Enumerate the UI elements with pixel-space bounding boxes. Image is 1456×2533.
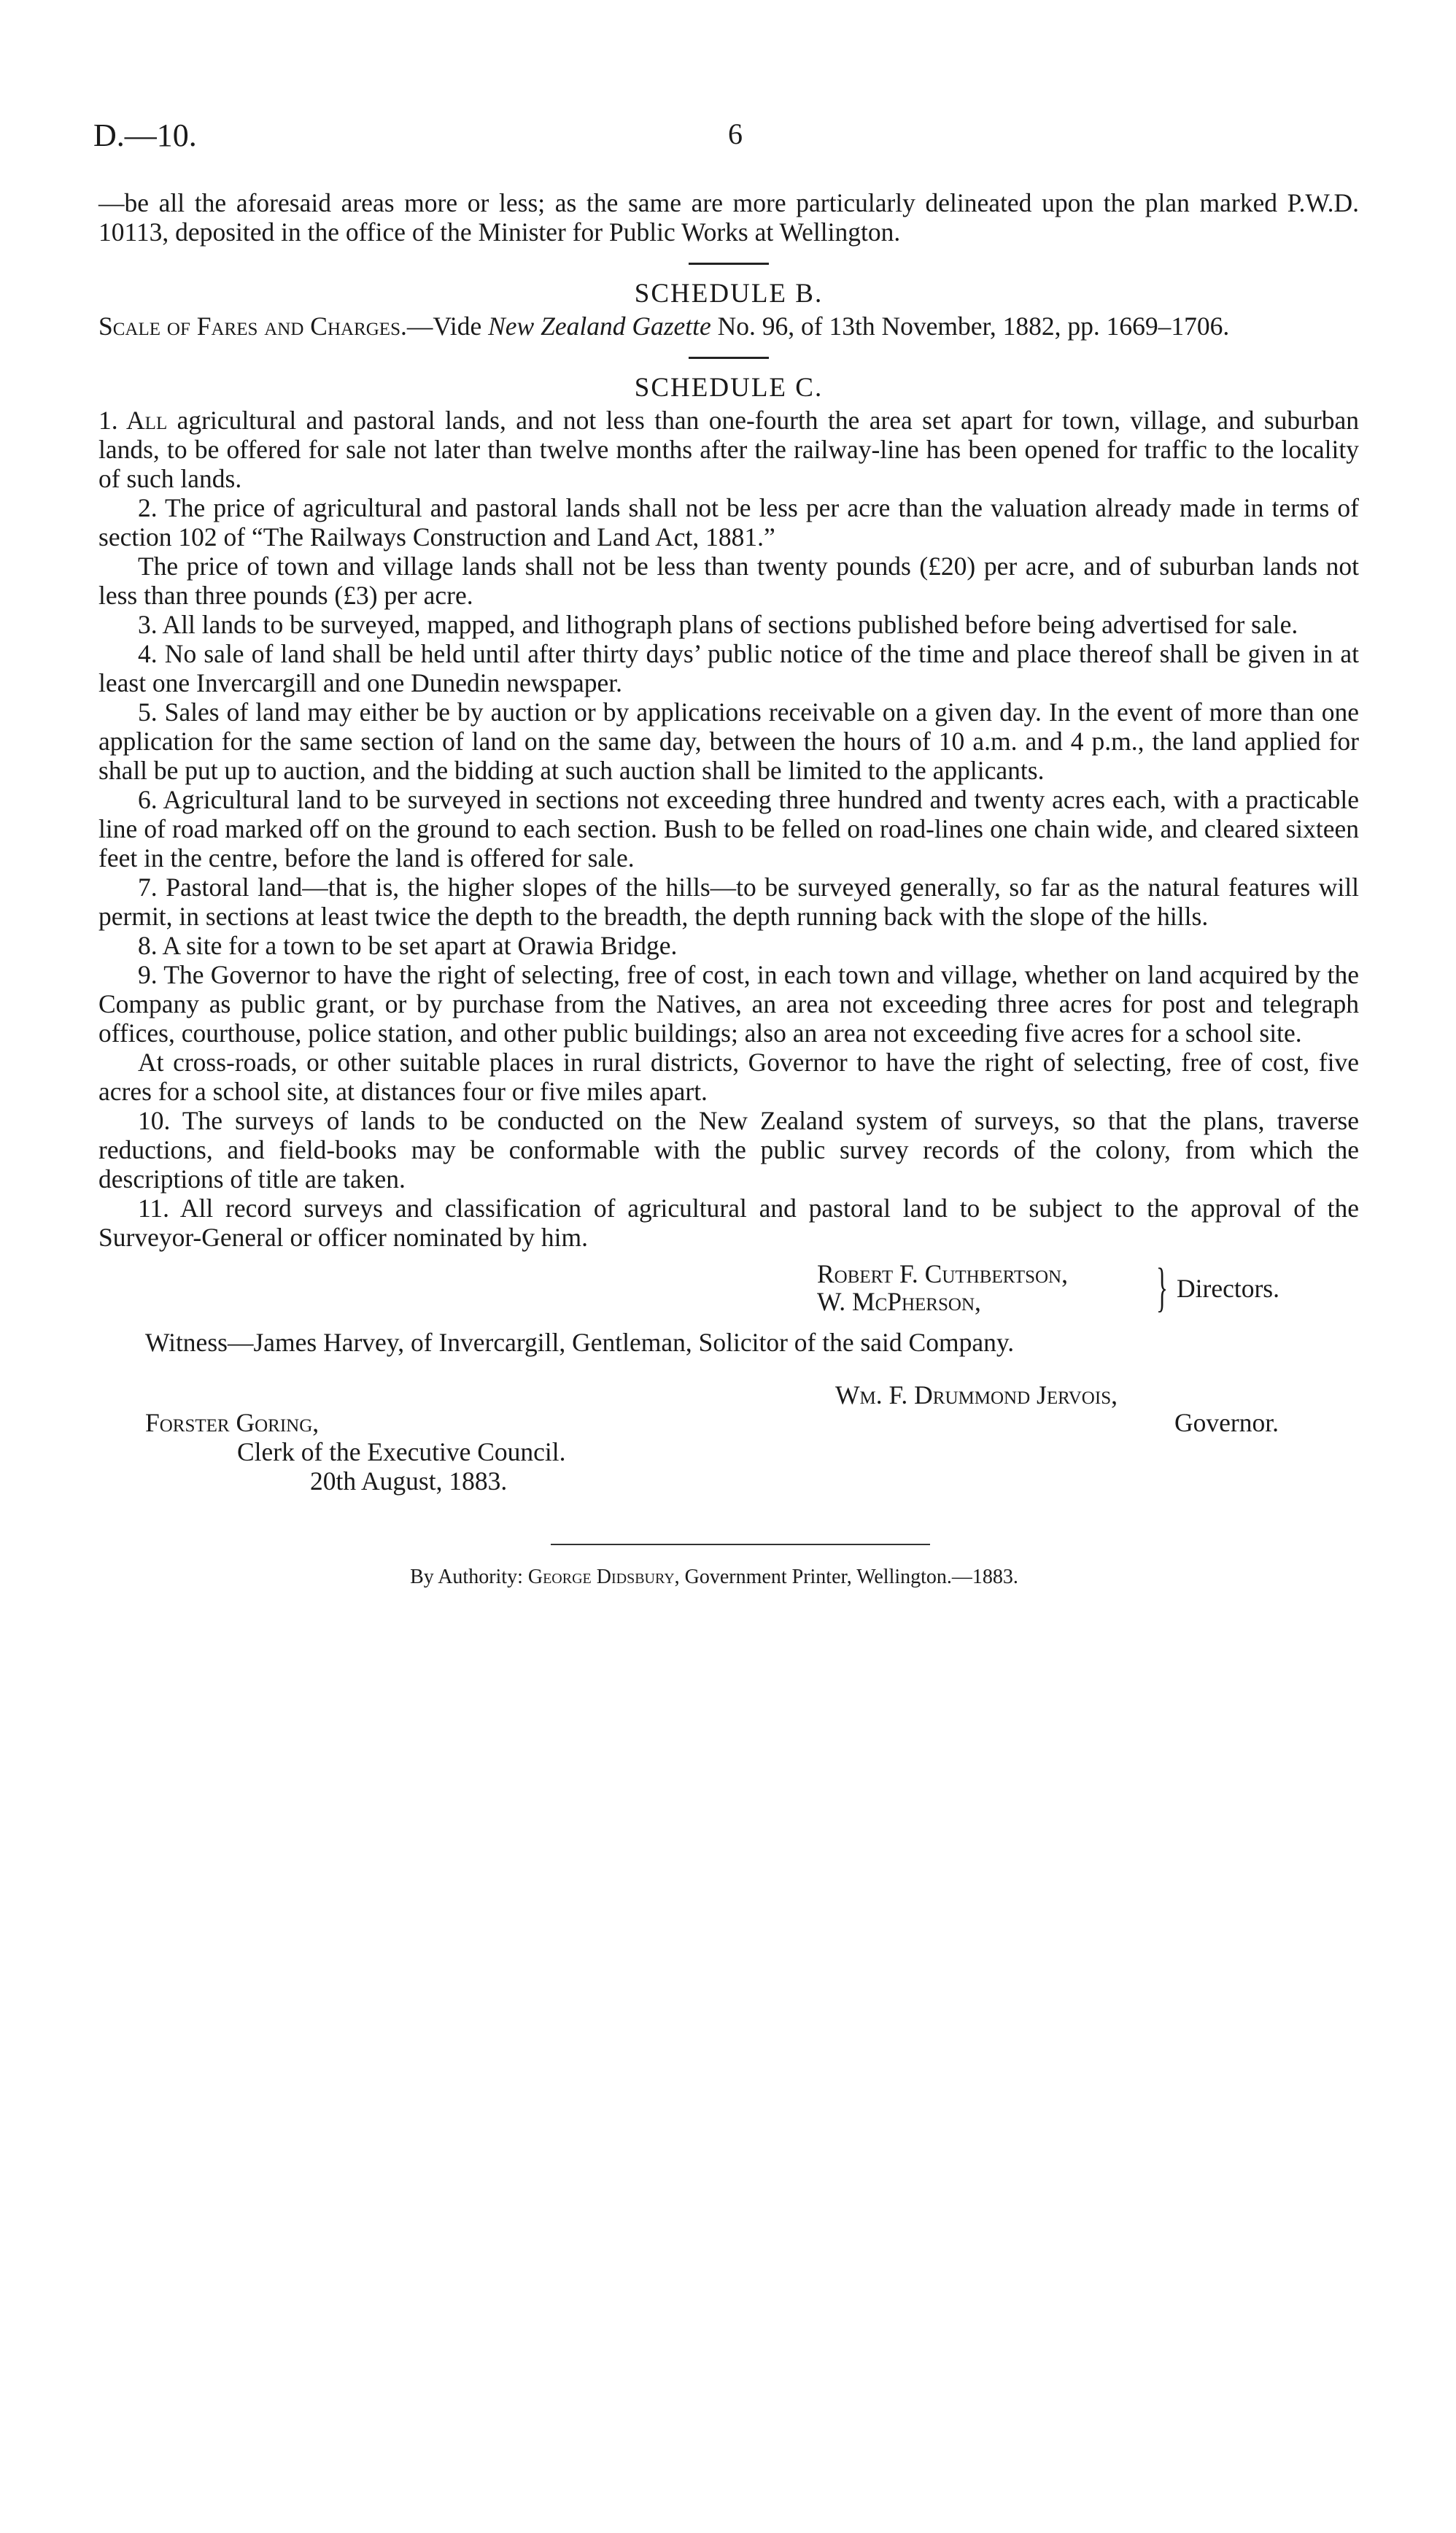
schedule-c-clause: 10. The surveys of lands to be conducted on the New Zealand system of surveys, so that the plans, traverse reductions, and field-books may be conformable with the public survey records of the colony, from which the descriptions of title are taken. [98,1106,1359,1194]
schedule-b-text-post: No. 96, of 13th November, 1882, pp. 1669–1706. [710,312,1230,341]
footer-divider [551,1544,930,1545]
schedule-c-clause: 8. A site for a town to be set apart at Orawia Bridge. [138,931,678,960]
directors-signature-block [98,1255,1359,1328]
schedule-c-clause: 3. All lands to be surveyed, mapped, and lithograph plans of sections published before being advertised for sale. [138,610,1298,639]
page-header [93,117,1363,161]
schedule-c-clause: 7. Pastoral land—that is, the higher slopes of the hills—to be surveyed generally, so far as the natural features will permit, in sections at least twice the depth to the breadth, the depth running back with the slope of the hills. [98,873,1359,931]
directors-role: Directors. [1177,1274,1279,1303]
intro-paragraph: —be all the aforesaid areas more or less; as the same are more particularly delineated upon the plan marked P.W.D. 10113, deposited in the office of the Minister for Public Works at Wellington. [98,188,1359,247]
printer-prefix: By Authority: [410,1566,528,1588]
printer-name: George Didsbury [527,1566,675,1588]
schedule-c-clause: At cross-roads, or other suitable places in rural districts, Governor to have the right of selecting, free of cost, five acres for a school site, at distances four or five miles apart. [98,1048,1359,1106]
document-body [98,188,1359,1592]
schedule-c-clause-1 [98,406,1359,493]
clerk-name: Forster Goring, [145,1408,320,1437]
governor-title: Governor. [1174,1408,1279,1437]
schedule-b-text [98,312,1359,341]
schedule-c-clause: 6. Agricultural land to be surveyed in sections not exceeding three hundred and twenty acres each, with a practicable line of road marked off on the ground to each section. Bush to be felled on road-lines one chain wide, and cleared sixteen feet in the centre, before the land is offered for sale. [98,785,1359,873]
clause-1-lead: 1. All [98,406,168,435]
governor-clerk-block [98,1367,1359,1506]
section-divider [689,357,769,359]
page-number: 6 [728,117,743,150]
schedule-c-clause: 5. Sales of land may either be by auction or by applications receivable on a given day. In the event of more than one application for the same section of land on the same day, between the hours of 10 a.m. and 4 p.m., the land applied for shall be put up to auction, and the bidding at such auction shall be limited to the applicants. [98,697,1359,785]
clause-1-text: agricultural and pastoral lands, and not less than one-fourth the area set apart for town, village, and suburban lands, to be offered for sale not later than twelve months after the railway-line has been opened for traffic to the locality of such lands. [98,406,1359,493]
printer-imprint [98,1563,1359,1592]
document-id: D.—10. [93,117,197,153]
schedule-c-title: SCHEDULE C. [634,373,824,403]
director-2-name: W. McPherson, [817,1287,981,1316]
section-divider [689,263,769,265]
printer-suffix: , Government Printer, Wellington.—1883. [674,1566,1018,1588]
schedule-b-text-pre: —Vide [406,312,489,341]
schedule-c-clause: The price of town and village lands shall not be less than twenty pounds (£20) per acre, and of suburban lands not less than three pounds (£3) per acre. [98,552,1359,610]
schedule-c-clause: 4. No sale of land shall be held until after thirty days’ public notice of the time and place thereof shall be given in at least one Invercargill and one Dunedin newspaper. [98,639,1359,697]
witness-line: Witness—James Harvey, of Invercargill, Gentleman, Solicitor of the said Company. [145,1328,1015,1357]
schedule-b-label: Scale of Fares and Charges. [98,312,407,341]
clerk-title: Clerk of the Executive Council. [237,1437,566,1466]
schedule-b-title: SCHEDULE B. [634,279,824,309]
governor-name: Wm. F. Drummond Jervois, [835,1380,1118,1409]
director-1-name: Robert F. Cuthbertson, [817,1259,1068,1288]
signature-brace: } [1156,1258,1168,1318]
gazette-title: New Zealand Gazette [488,312,711,341]
clerk-date: 20th August, 1883. [310,1466,508,1496]
schedule-c-clause: 9. The Governor to have the right of selecting, free of cost, in each town and village, whether on land acquired by the Company as public grant, or by purchase from the Natives, an area not exceeding three acres for post and telegraph offices, courthouse, police station, and other public buildings; also an area not exceeding five acres for a school site. [98,960,1359,1048]
schedule-c-clause: 11. All record surveys and classification of agricultural and pastoral land to be subject to the approval of the Surveyor-General or officer nominated by him. [98,1194,1359,1252]
schedule-c-clause: 2. The price of agricultural and pastoral lands shall not be less per acre than the valuation already made in terms of section 102 of “The Railways Construction and Land Act, 1881.” [98,493,1359,552]
